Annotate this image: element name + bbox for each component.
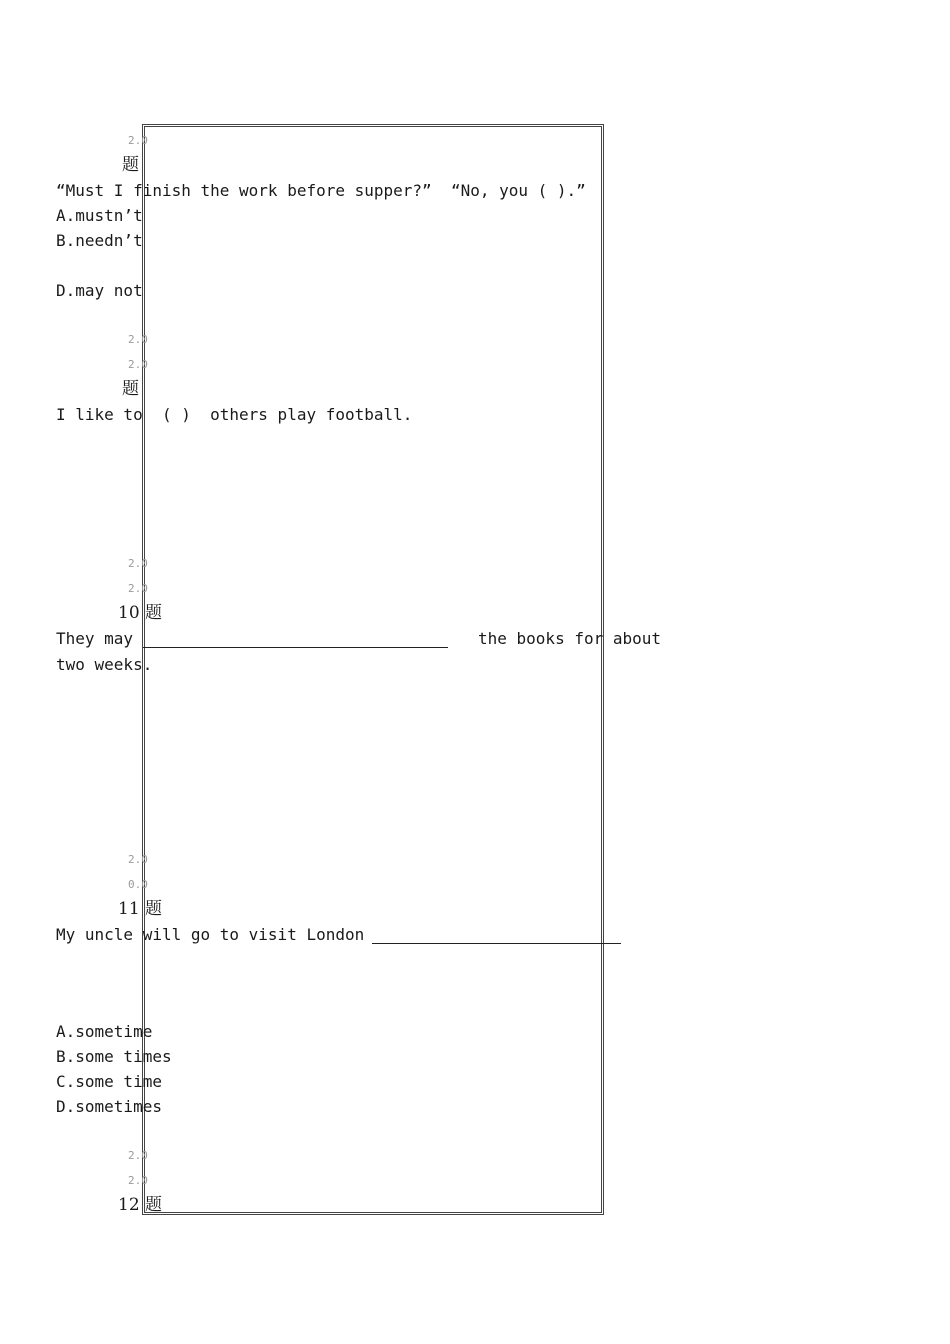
answer-frame [142,124,604,1215]
score-total: 2.0 [128,853,148,866]
question-number: 12 题 [118,1195,163,1215]
option-d[interactable]: D.sometimes [56,1097,162,1116]
option-c[interactable]: C.some time [56,1072,162,1091]
answer-blank[interactable] [372,942,621,944]
score-total: 2.0 [128,1149,148,1162]
question-stem-start: They may [56,629,134,648]
question-stem: “Must I finish the work before supper?” “No, you ( ).” [56,181,586,200]
score-total: 2.0 [128,557,148,570]
question-number: 题 [122,155,139,175]
option-b[interactable]: B.needn’t [56,231,143,250]
option-d[interactable]: D.may not [56,281,143,300]
score-total: 2.0 [128,134,148,147]
score-total: 2.0 [128,358,148,371]
score-total: 2.0 [128,582,148,595]
option-a[interactable]: A.sometime [56,1022,153,1041]
question-stem: I like to ( ) others play football. [56,405,413,424]
option-a[interactable]: A.mustn’t [56,206,143,225]
option-b[interactable]: B.some times [56,1047,172,1066]
score-earned: 0.0 [128,878,148,891]
question-number: 11 题 [118,899,163,919]
question-stem-end: the books for about [478,629,662,648]
answer-blank[interactable] [143,646,448,648]
score-total: 2.0 [128,333,148,346]
question-number: 10 题 [118,603,163,623]
question-stem: My uncle will go to visit London [56,925,365,944]
question-number: 题 [122,379,139,399]
score-earned: 2.0 [128,1174,148,1187]
question-stem-line2: two weeks. [56,655,153,674]
